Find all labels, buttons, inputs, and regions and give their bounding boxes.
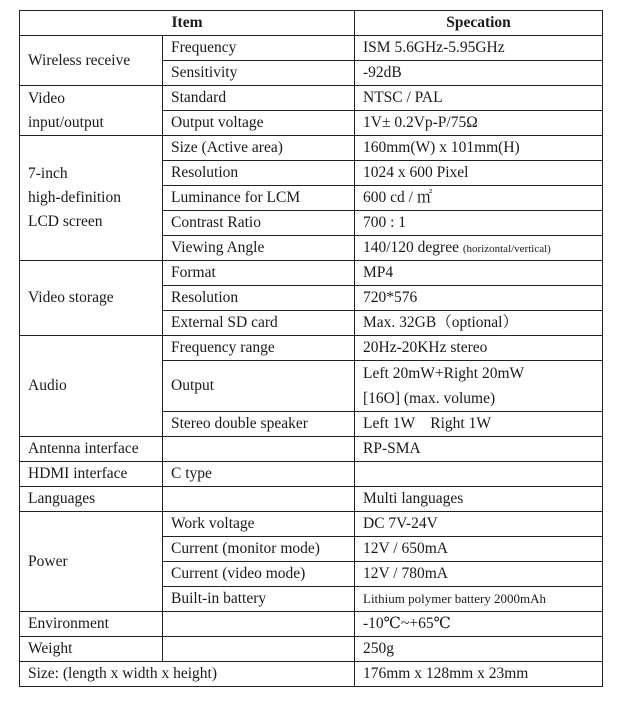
category-line: input/output	[28, 113, 104, 131]
category-hdmi: HDMI interface	[20, 462, 163, 487]
sub-label: C type	[163, 462, 355, 487]
sub-label: Luminance for LCM	[163, 186, 355, 211]
table-row	[20, 36, 603, 61]
spec-value: 176mm x 128mm x 23mm	[355, 662, 603, 687]
spec-value-empty	[355, 462, 603, 487]
spec-value: 160mm(W) x 101mm(H)	[355, 136, 603, 161]
table-row	[20, 136, 603, 161]
sub-label: Format	[163, 261, 355, 286]
spec-value: 12V / 650mA	[355, 537, 603, 562]
table-row	[20, 612, 603, 637]
spec-value: Multi languages	[355, 487, 603, 512]
spec-value: 20Hz-20KHz stereo	[355, 336, 603, 361]
table-header-row	[20, 11, 603, 36]
category-line: Video	[28, 89, 65, 107]
sub-label-empty	[163, 612, 355, 637]
spec-value: RP-SMA	[355, 437, 603, 462]
table-row	[20, 487, 603, 512]
category-lcd	[20, 136, 163, 261]
sub-label-empty	[163, 487, 355, 512]
spec-value: NTSC / PAL	[355, 86, 603, 111]
category-wireless: Wireless receive	[20, 36, 163, 86]
table-row	[20, 336, 603, 361]
sub-label: Current (monitor mode)	[163, 537, 355, 562]
sub-label: Sensitivity	[163, 61, 355, 86]
header-spec: Specation	[355, 11, 603, 36]
spec-value	[355, 236, 603, 261]
sub-label: Resolution	[163, 161, 355, 186]
spec-value: -10℃~+65℃	[355, 612, 603, 637]
spec-value	[355, 361, 603, 412]
category-storage: Video storage	[20, 261, 163, 336]
table-row	[20, 462, 603, 487]
sub-label: Viewing Angle	[163, 236, 355, 261]
spec-table	[19, 10, 603, 687]
spec-value: 600 cd / ㎡	[355, 186, 603, 211]
spec-value: Left 1W Right 1W	[355, 412, 603, 437]
sub-label: Contrast Ratio	[163, 211, 355, 236]
output-line: Left 20mW+Right 20mW	[363, 365, 525, 382]
spec-value: -92dB	[355, 61, 603, 86]
category-line: 7-inch	[28, 165, 68, 182]
category-antenna: Antenna interface	[20, 437, 163, 462]
spec-value: 1024 x 600 Pixel	[355, 161, 603, 186]
spec-value: Lithium polymer battery 2000mAh	[355, 587, 603, 612]
table-row	[20, 86, 603, 111]
spec-value: 1V± 0.2Vp-P/75Ω	[355, 111, 603, 136]
spec-value: 12V / 780mA	[355, 562, 603, 587]
header-item: Item	[20, 11, 355, 36]
output-line: [16O] (max. volume)	[363, 390, 496, 407]
spec-value: Max. 32GB（optional）	[355, 311, 603, 336]
sub-label: Frequency	[163, 36, 355, 61]
viewing-angle-value: 140/120 degree	[363, 238, 459, 256]
spec-value: 250g	[355, 637, 603, 662]
category-line: high-definition	[28, 189, 121, 206]
sub-label: Output voltage	[163, 111, 355, 136]
sub-label-empty	[163, 437, 355, 462]
category-audio: Audio	[20, 336, 163, 437]
table-row	[20, 512, 603, 537]
category-line: LCD screen	[28, 213, 103, 230]
category-video	[20, 86, 163, 136]
category-languages: Languages	[20, 487, 163, 512]
table-row	[20, 637, 603, 662]
category-power: Power	[20, 512, 163, 612]
viewing-angle-note: (horizontal/vertical)	[462, 242, 551, 255]
sub-label: External SD card	[163, 311, 355, 336]
sub-label: Stereo double speaker	[163, 412, 355, 437]
category-size: Size: (length x width x height)	[20, 662, 355, 687]
sub-label: Built-in battery	[163, 587, 355, 612]
spec-value: DC 7V-24V	[355, 512, 603, 537]
spec-value: MP4	[355, 261, 603, 286]
table-row	[20, 662, 603, 687]
spec-value: 720*576	[355, 286, 603, 311]
category-environment: Environment	[20, 612, 163, 637]
sub-label: Output	[163, 361, 355, 412]
sub-label: Current (video mode)	[163, 562, 355, 587]
table-row	[20, 261, 603, 286]
table-row	[20, 437, 603, 462]
sub-label: Frequency range	[163, 336, 355, 361]
sub-label: Work voltage	[163, 512, 355, 537]
sub-label-empty	[163, 637, 355, 662]
sub-label: Size (Active area)	[163, 136, 355, 161]
spec-value: 700 : 1	[355, 211, 603, 236]
spec-value: ISM 5.6GHz-5.95GHz	[355, 36, 603, 61]
category-weight: Weight	[20, 637, 163, 662]
sub-label: Standard	[163, 86, 355, 111]
sub-label: Resolution	[163, 286, 355, 311]
